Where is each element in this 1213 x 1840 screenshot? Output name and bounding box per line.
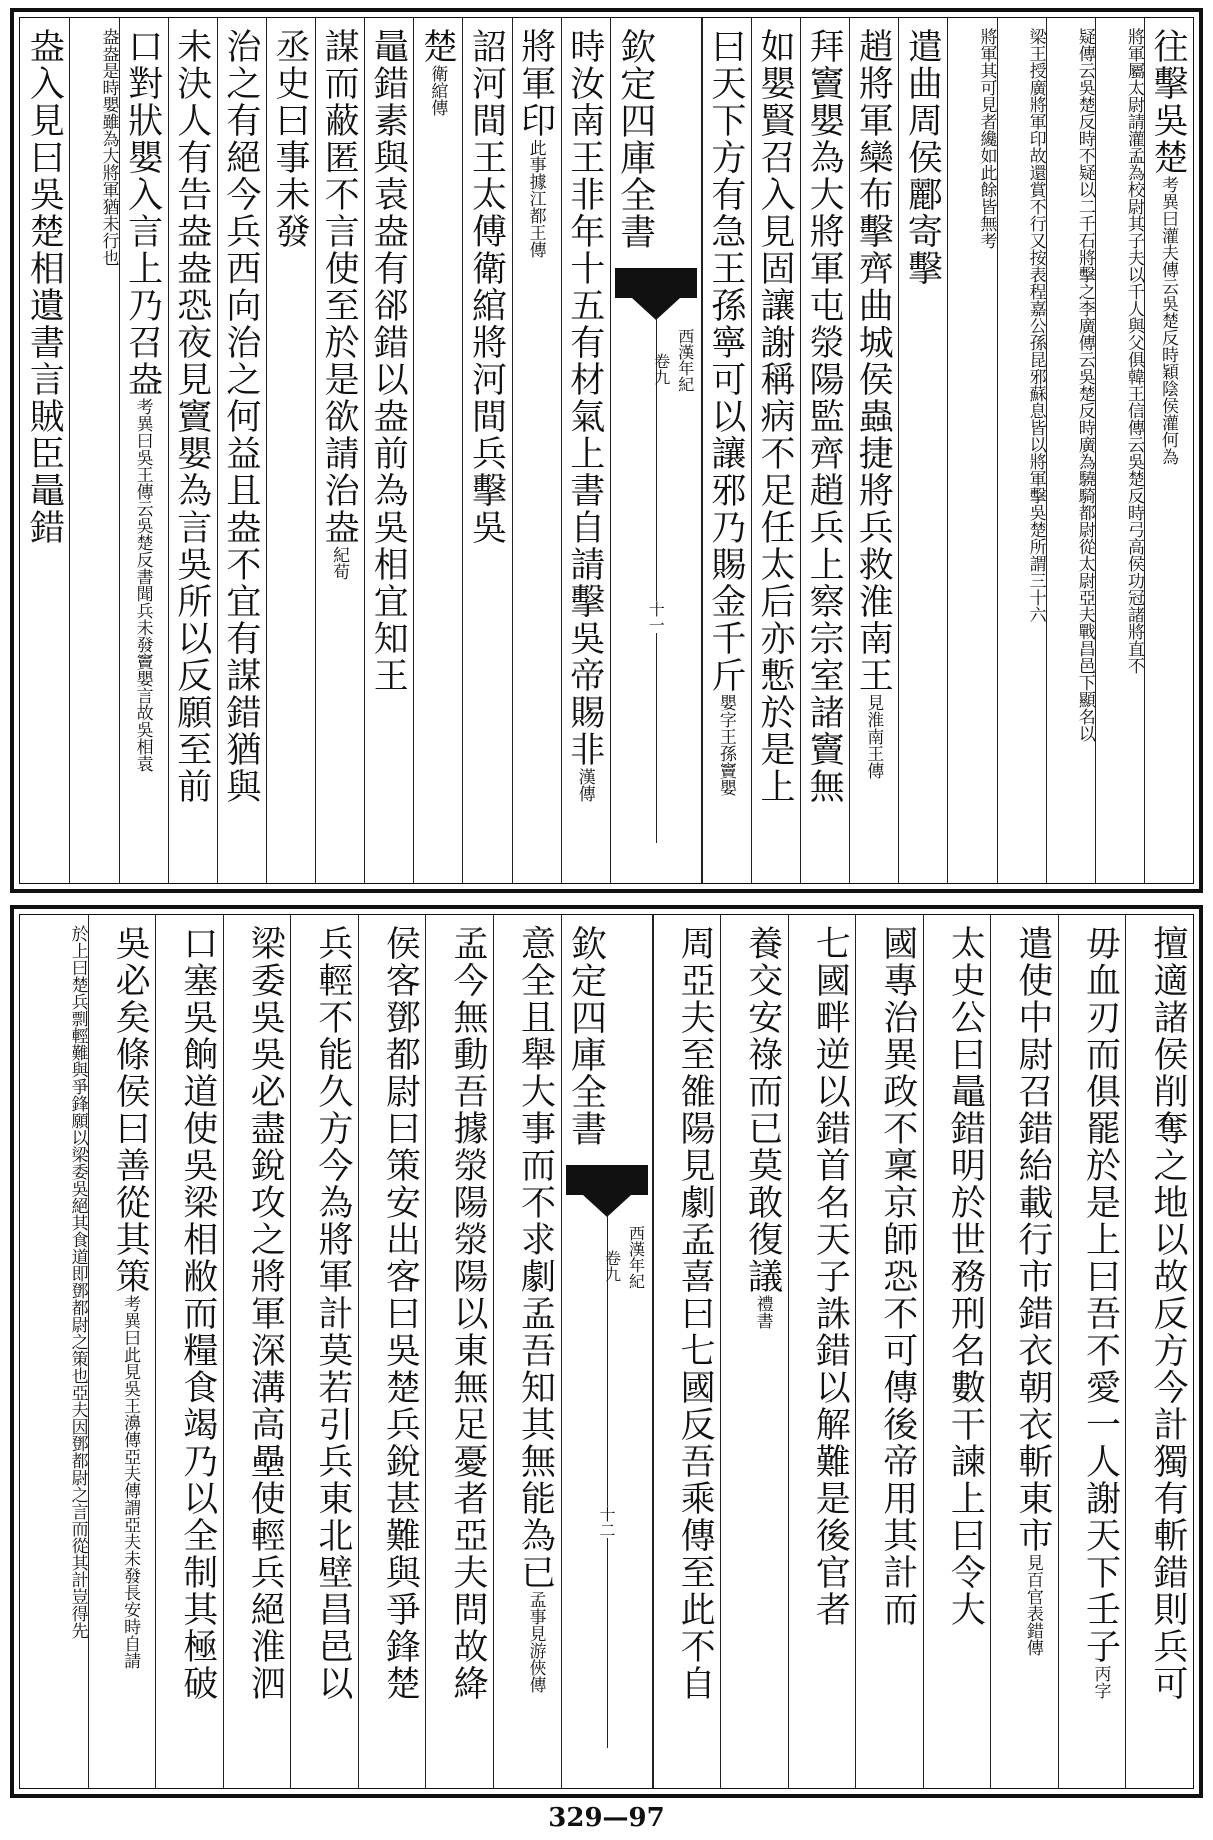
top-columns (20, 18, 1193, 883)
main-text: 拜竇嬰為大將軍屯滎陽監齊趙兵上察宗室諸竇無 (804, 28, 845, 805)
top-gutter (610, 18, 702, 883)
bottom-left-column (20, 915, 88, 1788)
top-right-column (1144, 18, 1193, 883)
annotation-note: 將軍屬太尉請灌孟為校尉其子夫以千人與父俱韓王信傳云吳楚反時弓高侯功冠諸將直不 (1123, 28, 1144, 674)
main-text: 口對狀嬰入言上乃召盎 (122, 28, 163, 398)
bottom-page-panel (10, 905, 1203, 1798)
bottom-right-column (923, 915, 991, 1788)
main-text: 將軍印 (515, 28, 556, 139)
main-text: 時汝南王非年十五有材氣上書自請擊吳帝賜非 (564, 28, 605, 768)
volume-label: 卷九 (602, 1250, 622, 1282)
main-text: 擅適諸侯削奪之地以故反方今計獨有斬錯則兵可 (1148, 925, 1188, 1702)
annotation-note: 見百官表錯傳 (1022, 1554, 1043, 1656)
main-text: 遣曲周侯酈寄擊 (902, 28, 943, 287)
top-left-column (217, 18, 266, 883)
annotation-note: 疑傳云吳楚反時不疑以二千石將擊之李廣傳云吳楚反時廣為驍騎都尉從太尉亞夫戰昌邑下顯名以 (1074, 28, 1095, 742)
gutter-rule (656, 318, 657, 843)
bottom-columns (20, 915, 1193, 1788)
top-left-column (561, 18, 610, 883)
main-text: 詔河間王太傅衛綰將河間兵擊吳 (466, 28, 507, 546)
library-title: 欽定四庫全書 (614, 28, 656, 250)
top-right-column (947, 18, 996, 883)
main-text: 謀而蔽匿不言使至於是欲請治盎 (319, 28, 360, 546)
bottom-right-column (1125, 915, 1193, 1788)
annotation-note: 見淮南王傳 (863, 694, 884, 779)
main-text: 梁委吳吳必盡銳攻之將軍深溝高壘使輕兵絕淮泗 (245, 925, 286, 1702)
main-text: 趙將軍欒布擊齊曲城侯蟲捷將兵救淮南王 (853, 28, 894, 694)
top-left-column (512, 18, 561, 883)
top-right-column (1046, 18, 1095, 883)
chapter-title: 西漢年紀 (675, 328, 695, 392)
main-text: 鼂錯素與袁盎有郤錯以盎前為吳相宜知王 (368, 28, 409, 694)
bottom-left-column (155, 915, 223, 1788)
top-page-panel (10, 8, 1203, 893)
leaf-number: 十二 (597, 1506, 616, 1538)
bottom-left-column (223, 915, 291, 1788)
fishtail-block (615, 268, 697, 298)
annotation-note: 禮書 (752, 1295, 773, 1329)
main-text: 盎入見曰吳楚相遺書言賊臣鼂錯 (24, 28, 65, 546)
annotation-note: 嬰字王孫竇嬰 (715, 694, 736, 796)
bottom-left-column (290, 915, 358, 1788)
leaf-number: 十一 (646, 601, 666, 633)
bottom-right-column (990, 915, 1058, 1788)
top-right-column (849, 18, 898, 883)
annotation-note: 漢傳 (574, 768, 595, 802)
fishtail-mark (583, 1195, 631, 1217)
main-text: 毋血刃而俱罷於是上曰吾不愛一人謝天下壬子 (1080, 925, 1121, 1665)
main-text: 孟今無動吾據滎陽滎陽以東無足憂者亞夫問故絳 (447, 925, 488, 1702)
annotation-note: 考異曰此見吳王濞傳亞夫傳謂亞夫未發長安時自請 (120, 1295, 141, 1669)
gutter-rule (607, 1215, 608, 1748)
annotation-note: 將軍其可見者纔如此餘皆無考 (976, 28, 997, 249)
main-text: 周亞夫至雒陽見劇孟喜曰七國反吾乘傳至此不自 (675, 925, 716, 1702)
top-right-column (997, 18, 1046, 883)
page-number: 329—97 (548, 1803, 665, 1833)
annotation-note: 衛綰傳 (427, 65, 448, 116)
main-text: 楚 (417, 28, 458, 65)
annotation-note: 紀荀 (329, 546, 350, 580)
top-left-column (69, 18, 118, 883)
top-left-column (168, 18, 217, 883)
main-text: 吳必矣條侯曰善從其策 (110, 925, 151, 1295)
top-left-column (315, 18, 364, 883)
bottom-left-column (493, 915, 561, 1788)
top-page-frame (19, 17, 1194, 884)
top-left-column (462, 18, 511, 883)
top-right-column (751, 18, 800, 883)
main-text: 太史公曰鼂錯明於世務刑名數干諫上曰令大 (945, 925, 986, 1628)
library-title: 欽定四庫全書 (565, 925, 607, 1147)
bottom-right-column (1058, 915, 1126, 1788)
bottom-left-column (358, 915, 426, 1788)
bottom-right-column (720, 915, 788, 1788)
annotation-note: 考異曰吳王傳云吳楚反書聞兵未發竇嬰言故吳相袁 (132, 398, 153, 772)
bottom-page-frame (19, 914, 1194, 1789)
chapter-title: 西漢年紀 (626, 1225, 646, 1289)
annotation-note: 考異曰灌夫傳云吳楚反時穎陰侯灌何為 (1158, 176, 1178, 465)
bottom-gutter (561, 915, 653, 1788)
main-text: 如嬰賢召入見固讓謝稱病不足任太后亦慙於是上 (755, 28, 795, 805)
top-left-column (20, 18, 69, 883)
main-text: 侯客鄧都尉曰策安出客曰吳楚兵銳甚難與爭鋒楚 (380, 925, 421, 1702)
top-left-column (413, 18, 462, 883)
top-left-column (119, 18, 168, 883)
top-left-column (364, 18, 413, 883)
bottom-right-column (855, 915, 923, 1788)
annotation-note: 於上曰楚兵剽輕難與爭鋒願以梁委吳絕其食道即鄧都尉之策也亞夫因鄧都尉之言而從其計豈得先 (67, 925, 88, 1639)
annotation-note: 此事據江都王傳 (525, 139, 546, 258)
bottom-left-column (88, 915, 156, 1788)
main-text: 國專治異政不稟京師恐不可傳後帝用其計而 (877, 925, 918, 1628)
fishtail-block (566, 1165, 648, 1195)
main-text: 養交安祿而已莫敢復議 (742, 925, 783, 1295)
top-right-column (1095, 18, 1144, 883)
main-text: 遣使中尉召錯紿載行市錯衣朝衣斬東市 (1012, 925, 1053, 1554)
top-right-column (702, 18, 751, 883)
volume-label: 卷九 (651, 353, 671, 385)
main-text: 七國畔逆以錯首名天子誅錯以解難是後官者 (810, 925, 851, 1628)
bottom-right-column (653, 915, 721, 1788)
main-text: 口塞吳餉道使吳梁相敝而糧食竭乃以全制其極破 (177, 925, 218, 1702)
fishtail-mark (632, 298, 680, 320)
annotation-note: 盎盎是時嬰雖為大將軍猶未行也 (98, 28, 119, 266)
top-right-column (800, 18, 849, 883)
main-text: 意全且舉大事而不求劇孟吾知其無能為已 (515, 925, 556, 1591)
annotation-note: 丙字 (1090, 1665, 1111, 1699)
top-right-column (898, 18, 947, 883)
main-text: 往擊吳楚 (1148, 28, 1188, 176)
main-text: 丞史曰事未發 (270, 28, 310, 250)
bottom-left-column (425, 915, 493, 1788)
main-text: 未決人有告盎盎恐夜見竇嬰為言吳所以反願至前 (171, 28, 212, 805)
annotation-note: 孟事見游俠傳 (525, 1591, 546, 1693)
top-left-column (266, 18, 315, 883)
annotation-note: 梁王授廣將軍印故還賞不行又按表程嘉公孫昆邪蘇息皆以將軍擊吳楚所謂三十六 (1025, 28, 1046, 623)
main-text: 治之有絕今兵西向治之何益且盎不宜有謀錯猶與 (220, 28, 261, 805)
main-text: 兵輕不能久方今為將軍計莫若引兵東北壁昌邑以 (312, 925, 353, 1702)
bottom-right-column (788, 915, 856, 1788)
main-text: 曰天下方有急王孫寧可以讓邪乃賜金千斤 (705, 28, 746, 694)
